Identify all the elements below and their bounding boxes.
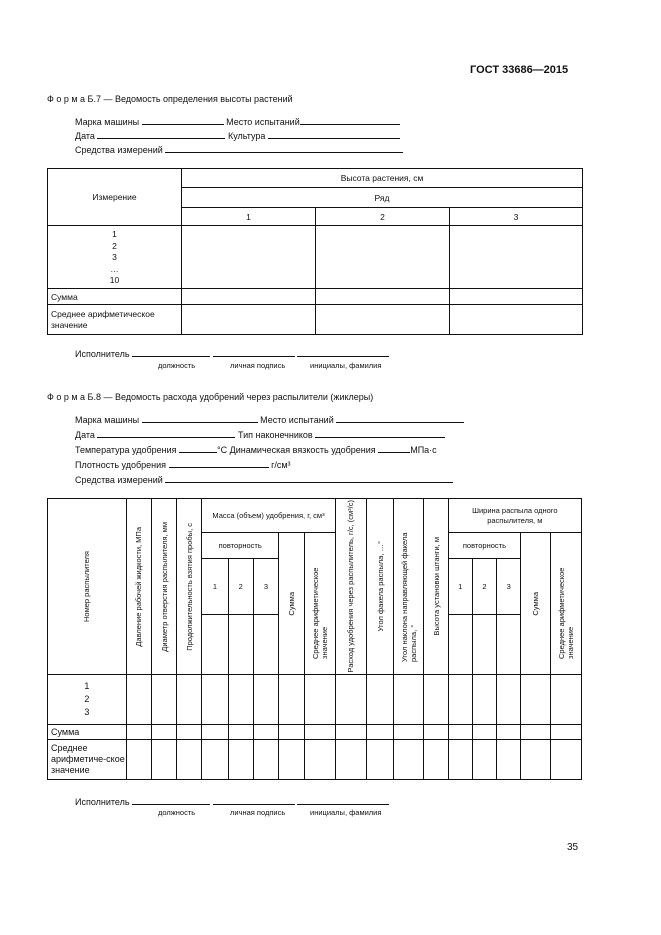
temp-blank[interactable] <box>179 443 217 453</box>
b8-cell[interactable] <box>228 725 253 740</box>
b8-signature-line <box>75 795 389 807</box>
temp-label: Температура удобрения <box>75 445 177 455</box>
instruments-blank[interactable] <box>165 143 403 153</box>
nozzle-type-label: Тип наконечников <box>237 430 313 440</box>
b7-row-num: 2 <box>316 208 450 226</box>
instruments-label: Средства измерений <box>75 475 163 485</box>
b8-cell[interactable] <box>335 725 366 740</box>
b8-cell[interactable] <box>550 675 581 725</box>
nozzle-num: 2 <box>84 694 90 704</box>
b8-line-machine <box>75 413 464 425</box>
b8-cell[interactable] <box>177 725 202 740</box>
b8-cell <box>202 615 228 675</box>
name-blank[interactable] <box>297 347 389 357</box>
b8-cell[interactable] <box>151 725 176 740</box>
b8-col-flow: Расход удобрения через распылитель, г/с, (см³/с) <box>335 499 366 675</box>
b7-mean: Среднее арифметическое значение <box>48 305 182 335</box>
b7-table <box>47 168 583 335</box>
position-blank[interactable] <box>132 347 210 357</box>
nozzle-num: 3 <box>84 707 90 717</box>
b8-cell[interactable] <box>279 740 305 780</box>
crop-label: Культура <box>227 131 266 141</box>
b7-cell[interactable] <box>450 226 583 289</box>
caption-name: инициалы, фамилия <box>310 808 382 817</box>
b8-cell[interactable] <box>253 740 278 780</box>
b8-cell[interactable] <box>202 675 228 725</box>
b8-cell[interactable] <box>521 725 550 740</box>
b8-cell[interactable] <box>126 740 151 780</box>
b7-line-machine <box>75 115 400 127</box>
b8-rep-num: 2 <box>228 559 253 615</box>
b8-cell[interactable] <box>497 740 521 780</box>
b8-cell[interactable] <box>151 740 176 780</box>
measure-num: … <box>110 263 119 274</box>
b7-measure-list <box>48 226 182 289</box>
b7-cell[interactable] <box>182 226 316 289</box>
b8-col-angle: Угол факела распыла, …° <box>366 499 393 675</box>
nozzle-type-blank[interactable] <box>315 428 445 438</box>
b8-cell[interactable] <box>279 725 305 740</box>
b8-line-instruments <box>75 473 453 485</box>
b8-cell[interactable] <box>253 725 278 740</box>
b8-cell[interactable] <box>177 740 202 780</box>
b8-repeat-1: повторность <box>202 533 279 559</box>
b8-cell[interactable] <box>279 675 305 725</box>
b8-rep-num: 2 <box>472 559 496 615</box>
signature-blank[interactable] <box>213 347 295 357</box>
viscosity-unit: МПа·с <box>410 445 437 455</box>
b8-cell <box>228 615 253 675</box>
b8-cell[interactable] <box>448 740 472 780</box>
b8-cell[interactable] <box>202 725 228 740</box>
b8-line-date <box>75 428 445 440</box>
b7-cell[interactable] <box>316 305 450 335</box>
place-label: Место испытаний <box>226 117 300 127</box>
b8-rep-num: 1 <box>448 559 472 615</box>
b8-cell[interactable] <box>497 725 521 740</box>
date-blank[interactable] <box>97 129 225 139</box>
b7-signature-line <box>75 347 389 359</box>
instruments-blank[interactable] <box>165 473 453 483</box>
b7-col-row: Ряд <box>182 188 583 208</box>
b7-row-num: 1 <box>182 208 316 226</box>
b8-cell[interactable] <box>394 675 424 725</box>
b8-col-mean-1: Среднее арифметическое значение <box>305 533 335 675</box>
caption-position: должность <box>158 808 196 817</box>
b8-table <box>47 498 582 780</box>
b8-cell <box>497 615 521 675</box>
b7-sum: Сумма <box>48 289 182 305</box>
place-blank[interactable] <box>336 413 464 423</box>
b8-col-height: Высота установки штанги, м <box>424 499 448 675</box>
caption-name: инициалы, фамилия <box>310 361 382 370</box>
b8-cell[interactable] <box>335 740 366 780</box>
b8-col-nozzle-number: Номер распылителя <box>48 499 127 675</box>
b8-cell[interactable] <box>448 675 472 725</box>
b8-cell[interactable] <box>305 675 335 725</box>
b7-line-date <box>75 129 400 141</box>
b7-col-measure: Измерение <box>48 169 182 226</box>
date-label: Дата <box>75 131 95 141</box>
b8-col-diameter: Диаметр отверстия распылителя, мм <box>151 499 176 675</box>
b8-cell[interactable] <box>424 675 448 725</box>
b7-col-height: Высота растения, см <box>182 169 583 188</box>
b8-cell[interactable] <box>366 675 393 725</box>
date-blank[interactable] <box>97 428 235 438</box>
b7-cell[interactable] <box>450 305 583 335</box>
b8-cell[interactable] <box>126 675 151 725</box>
b8-rep-num: 3 <box>253 559 278 615</box>
b8-line-density <box>75 458 291 470</box>
machine-blank[interactable] <box>142 115 224 125</box>
b8-cell[interactable] <box>305 740 335 780</box>
form-b7-title: Ф о р м а Б.7 — Ведомость определения высоты растений <box>47 94 293 104</box>
caption-signature: личная подпись <box>230 361 286 370</box>
b8-cell[interactable] <box>305 725 335 740</box>
density-blank[interactable] <box>169 458 269 468</box>
b8-cell[interactable] <box>228 740 253 780</box>
executor-label: Исполнитель <box>75 349 130 359</box>
density-label: Плотность удобрения <box>75 460 167 470</box>
b8-col-mass: Масса (объем) удобрения, г, см³ <box>202 499 335 533</box>
b8-cell[interactable] <box>335 675 366 725</box>
measure-num: 3 <box>112 252 117 263</box>
measure-num: 2 <box>112 240 117 251</box>
machine-label: Марка машины <box>75 415 140 425</box>
instruments-label: Средства измерений <box>75 145 163 155</box>
form-b8-title: Ф о р м а Б.8 — Ведомость расхода удобрений через распылители (жиклеры) <box>47 392 374 402</box>
temp-unit: °С Динамическая вязкость удобрения <box>217 445 376 455</box>
b8-repeat-2: повторность <box>448 533 521 559</box>
b8-cell[interactable] <box>202 740 228 780</box>
b8-cell[interactable] <box>472 675 496 725</box>
b8-cell[interactable] <box>472 740 496 780</box>
b8-cell <box>472 615 496 675</box>
standard-number: ГОСТ 33686—2015 <box>470 64 569 76</box>
b8-cell[interactable] <box>366 725 393 740</box>
b8-cell[interactable] <box>448 725 472 740</box>
b8-nozzle-list <box>48 675 127 725</box>
position-blank[interactable] <box>132 795 210 805</box>
b8-col-width: Ширина распыла одного распылителя, м <box>448 499 581 533</box>
executor-label: Исполнитель <box>75 797 130 807</box>
b7-row-num: 3 <box>450 208 583 226</box>
viscosity-blank[interactable] <box>378 443 410 453</box>
place-label: Место испытаний <box>260 415 334 425</box>
name-blank[interactable] <box>297 795 389 805</box>
b8-cell[interactable] <box>228 675 253 725</box>
measure-num: 1 <box>112 229 117 240</box>
b8-cell[interactable] <box>394 740 424 780</box>
b7-line-instruments <box>75 143 403 155</box>
b7-cell[interactable] <box>450 289 583 305</box>
b8-col-tilt: Угол наклона направляющей факела распыла, ° <box>394 499 424 675</box>
b7-cell[interactable] <box>182 305 316 335</box>
b8-cell <box>253 615 278 675</box>
b7-cell[interactable] <box>316 226 450 289</box>
b8-col-pressure: Давление рабочей жидкости, МПа <box>126 499 151 675</box>
b8-col-sum-1: Сумма <box>279 533 305 675</box>
b8-cell[interactable] <box>550 740 581 780</box>
machine-blank[interactable] <box>142 413 258 423</box>
b8-cell[interactable] <box>424 740 448 780</box>
caption-signature: личная подпись <box>230 808 286 817</box>
b8-cell[interactable] <box>366 740 393 780</box>
b8-col-sum-2: Сумма <box>521 533 550 675</box>
density-unit: г/см³ <box>271 460 291 470</box>
signature-blank[interactable] <box>213 795 295 805</box>
b8-cell <box>448 615 472 675</box>
b8-cell[interactable] <box>424 725 448 740</box>
b8-cell[interactable] <box>126 725 151 740</box>
b7-cell[interactable] <box>316 289 450 305</box>
b8-cell[interactable] <box>521 740 550 780</box>
b8-line-temp <box>75 443 437 455</box>
b8-rep-num: 3 <box>497 559 521 615</box>
b8-rep-num: 1 <box>202 559 228 615</box>
nozzle-num: 1 <box>84 681 90 691</box>
place-blank[interactable] <box>300 115 400 125</box>
b8-cell[interactable] <box>497 675 521 725</box>
caption-position: должность <box>158 361 196 370</box>
measure-num: 10 <box>109 275 120 286</box>
b8-cell[interactable] <box>394 725 424 740</box>
b8-sum: Сумма <box>48 725 127 740</box>
b8-col-duration: Продолжительность взятия пробы, с <box>177 499 202 675</box>
b8-cell[interactable] <box>151 675 176 725</box>
b8-cell[interactable] <box>177 675 202 725</box>
b8-cell[interactable] <box>521 675 550 725</box>
b8-col-mean-2: Среднее арифметическое значение <box>550 533 581 675</box>
b7-cell[interactable] <box>182 289 316 305</box>
page-number: 35 <box>567 842 579 853</box>
crop-blank[interactable] <box>268 129 400 139</box>
b8-mean: Среднее арифметиче-ское значение <box>48 740 127 780</box>
b8-cell[interactable] <box>253 675 278 725</box>
b8-cell[interactable] <box>472 725 496 740</box>
machine-label: Марка машины <box>75 117 140 127</box>
date-label: Дата <box>75 430 95 440</box>
b8-cell[interactable] <box>550 725 581 740</box>
